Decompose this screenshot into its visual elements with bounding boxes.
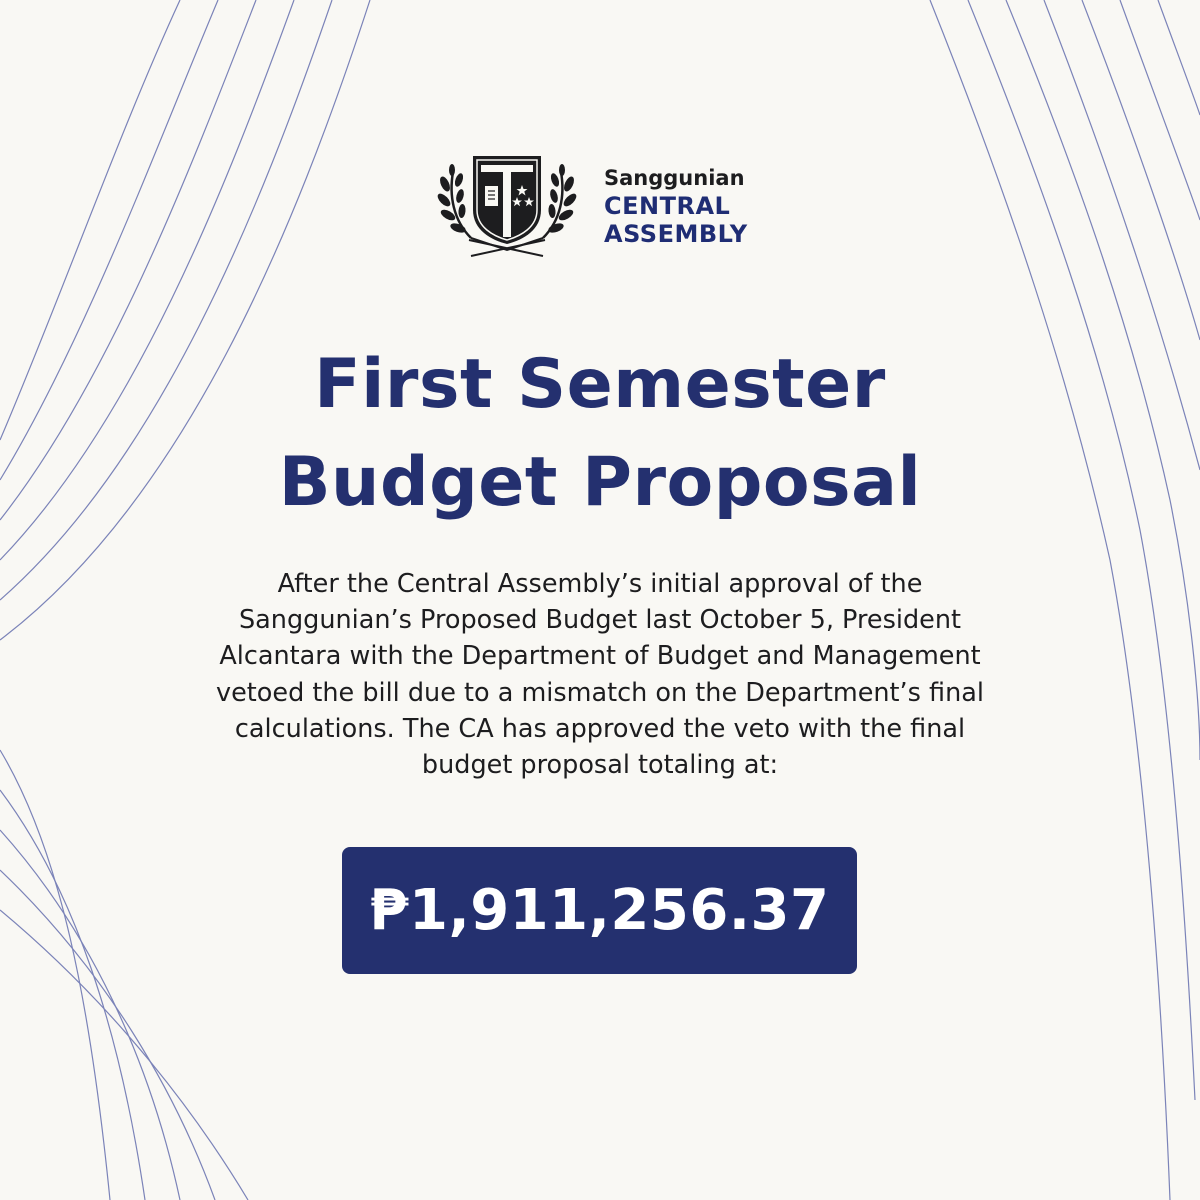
logo-line-sanggunian: Sanggunian (604, 166, 745, 190)
logo-wordmark (604, 164, 748, 248)
page-title (0, 336, 1200, 532)
budget-total-value: ₱1,911,256.37 (369, 878, 830, 943)
crest-emblem-icon (431, 150, 577, 266)
top-left-waves (0, 0, 370, 640)
announcement-paragraph: After the Central Assembly’s initial approval of the Sanggunian’s Proposed Budget last October 5, President Alcantara with the Department of Budget and Management vetoed the bill due to a mismatch on the Department’s final calculations. The CA has approved the veto with the final budget proposal totaling at: (216, 569, 984, 781)
sanggunian-central-assembly-logo (431, 150, 761, 270)
logo-line-assembly: ASSEMBLY (604, 220, 748, 248)
logo-line-central: CENTRAL (604, 192, 731, 220)
bottom-left-waves (0, 750, 248, 1200)
title-line-1: First Semester (314, 345, 886, 424)
title-line-2: Budget Proposal (278, 443, 922, 522)
budget-total-badge (342, 847, 857, 974)
